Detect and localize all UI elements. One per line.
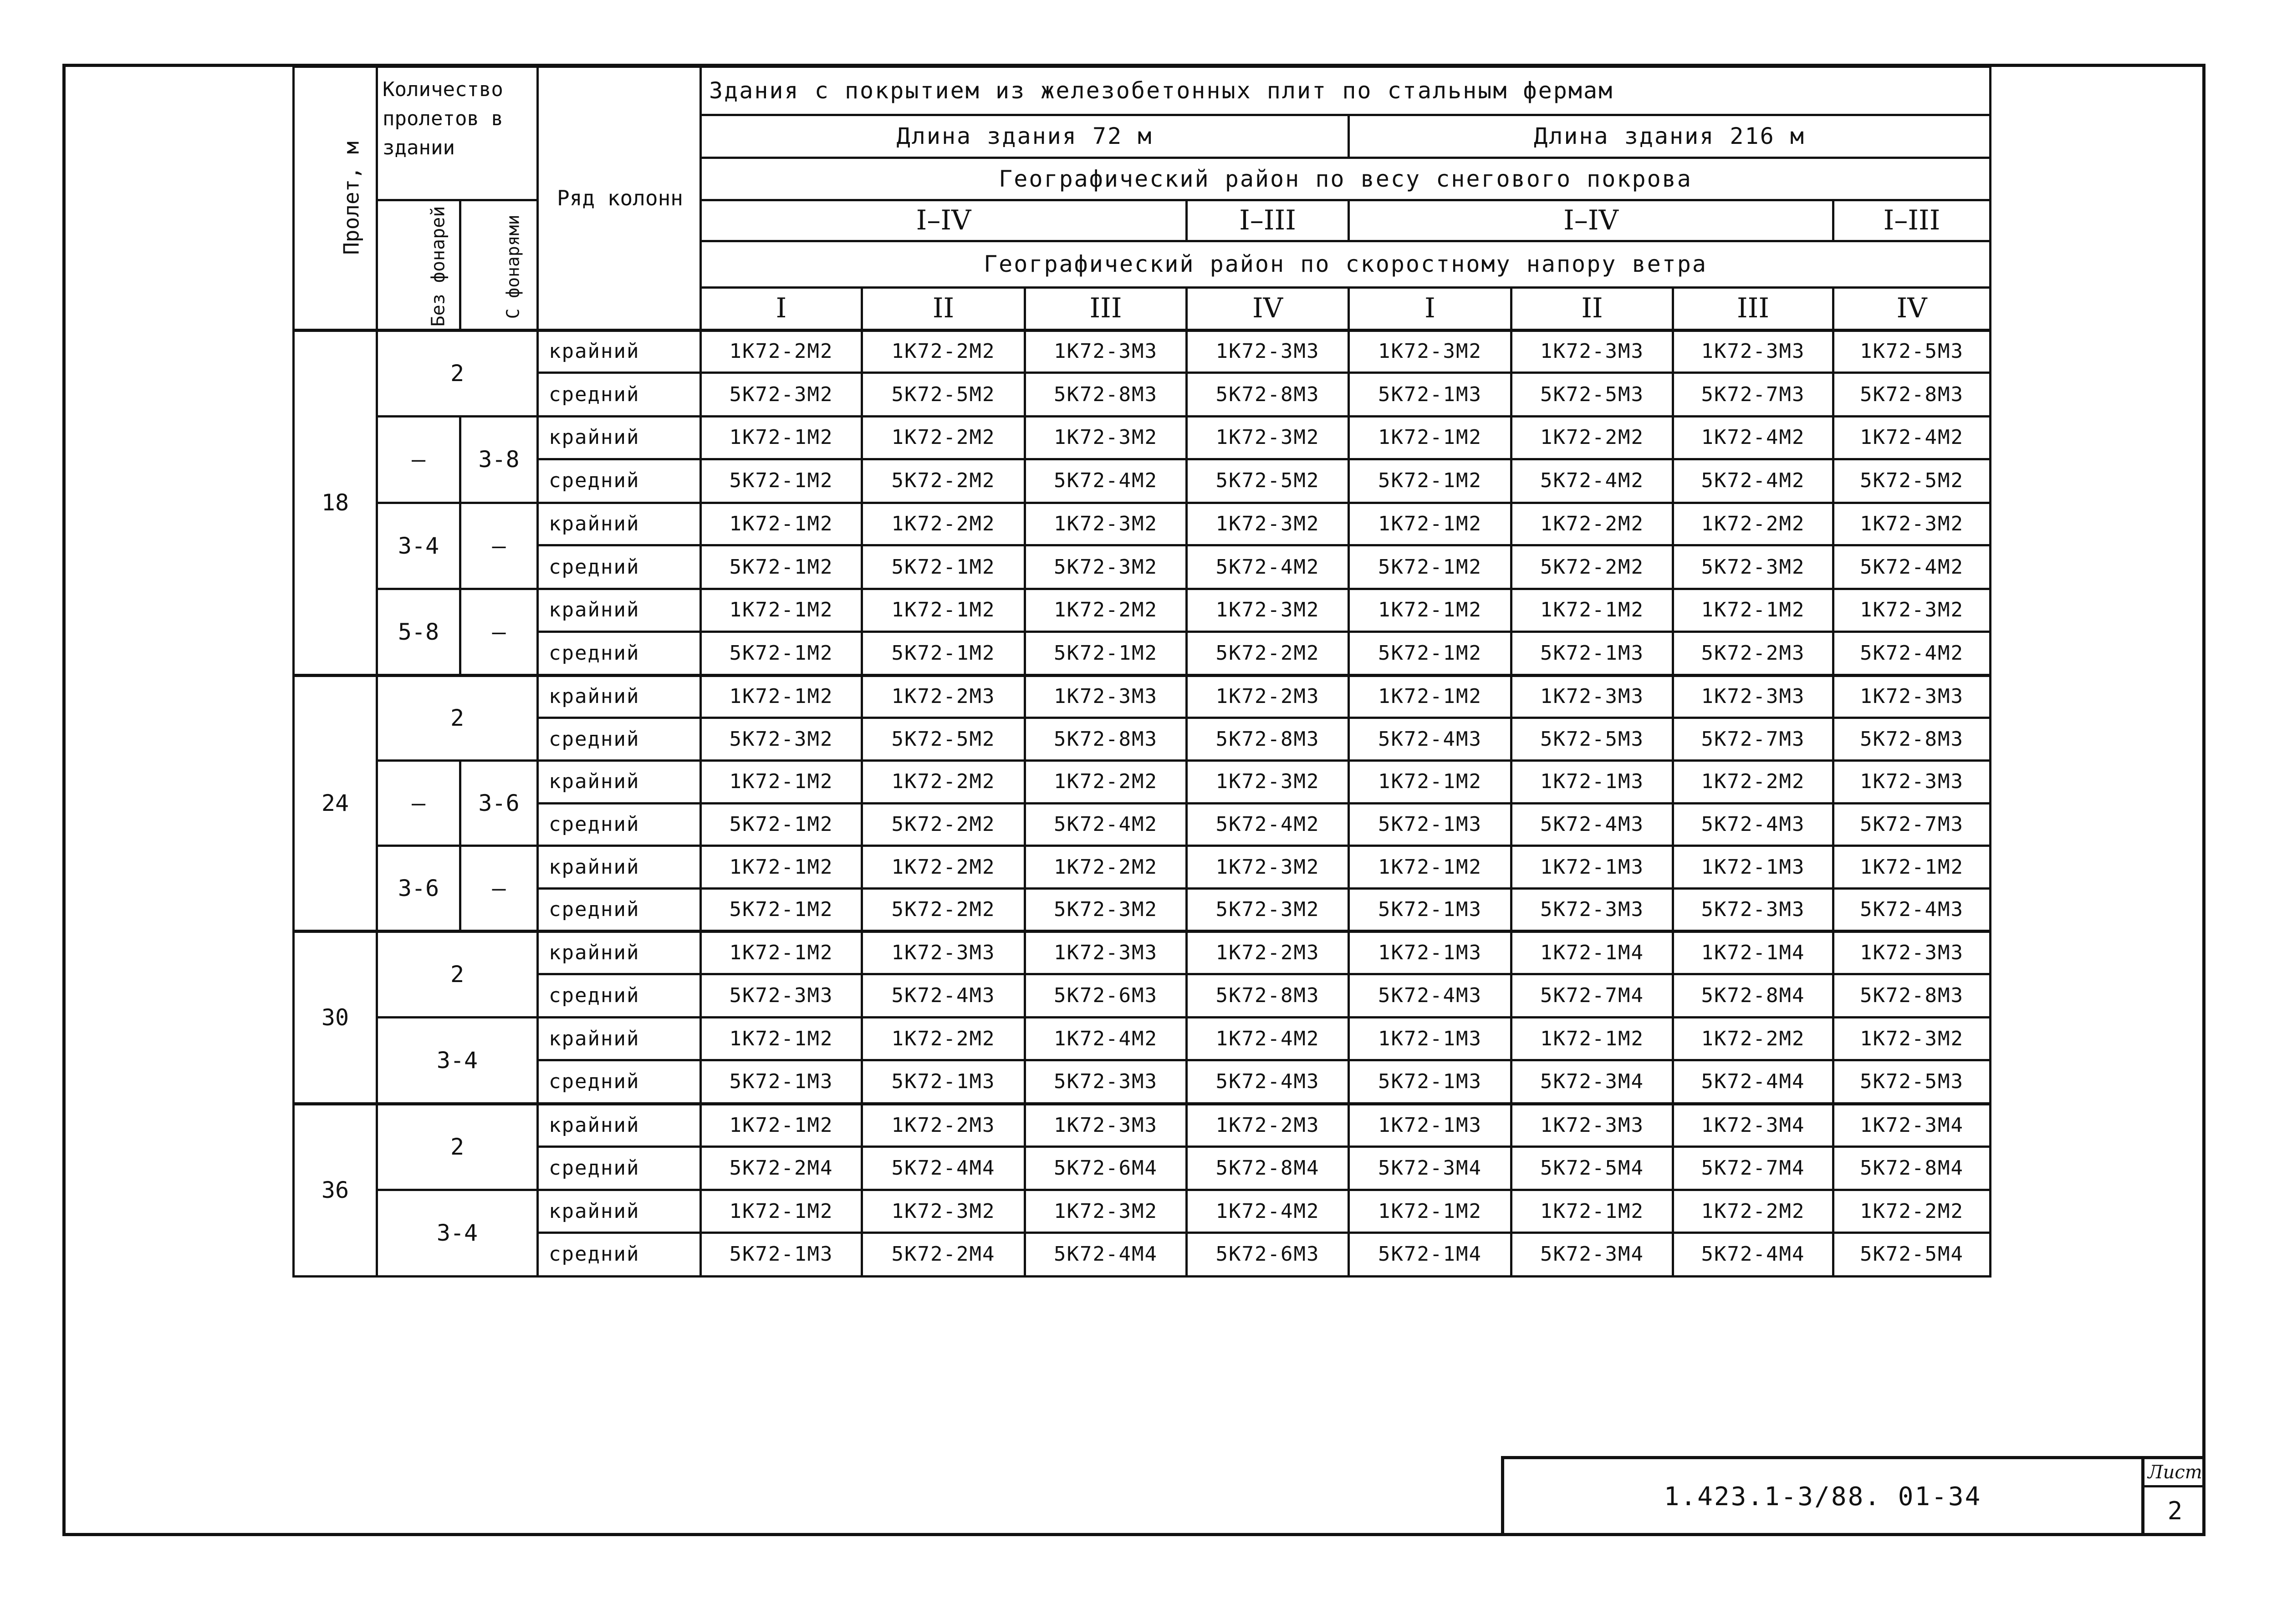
column-mark-cell: 5К72-4М2: [1833, 545, 1991, 589]
column-mark-cell: 1К72-1М2: [1349, 417, 1511, 459]
column-mark-cell: 5К72-8М3: [1187, 974, 1349, 1018]
column-mark-cell: 1К72-2М2: [1511, 503, 1673, 545]
column-mark-cell: 1К72-2М2: [701, 330, 862, 373]
table-row: [294, 545, 1991, 589]
column-row-type: крайний: [538, 1018, 701, 1060]
column-mark-cell: 1К72-3М2: [1833, 1018, 1991, 1060]
table-row: [294, 803, 1991, 846]
column-mark-cell: 5К72-8М3: [1025, 718, 1187, 761]
column-mark-cell: 1К72-2М3: [862, 1104, 1025, 1146]
quantity-header: Количество пролетов в здании: [377, 67, 538, 200]
column-mark-cell: 1К72-1М3: [1673, 846, 1833, 889]
column-row-type: средний: [538, 803, 701, 846]
column-mark-cell: 1К72-2М2: [862, 846, 1025, 889]
length-216-header: Длина здания 216 м: [1349, 115, 1991, 158]
column-mark-cell: 5К72-4М2: [1025, 459, 1187, 503]
column-mark-cell: 1К72-1М2: [1511, 1018, 1673, 1060]
column-mark-cell: 1К72-1М2: [1511, 1190, 1673, 1233]
column-mark-cell: 1К72-2М2: [862, 330, 1025, 373]
column-row-type: средний: [538, 631, 701, 675]
wind-col-1: I: [701, 287, 862, 330]
column-mark-cell: 5К72-8М4: [1673, 974, 1833, 1018]
column-mark-cell: 1К72-4М2: [1833, 417, 1991, 459]
table-row: [294, 503, 1991, 545]
wind-col-6: II: [1511, 287, 1673, 330]
column-mark-cell: 1К72-1М2: [701, 503, 862, 545]
column-mark-cell: 5К72-4М4: [1673, 1060, 1833, 1104]
column-mark-cell: 5К72-8М3: [1833, 974, 1991, 1018]
sheet-box: [2141, 1456, 2206, 1534]
wind-col-2: II: [862, 287, 1025, 330]
column-mark-cell: 1К72-1М3: [1511, 761, 1673, 804]
column-mark-cell: 5К72-3М2: [701, 718, 862, 761]
column-mark-cell: 5К72-6М3: [1025, 974, 1187, 1018]
column-mark-cell: 5К72-7М4: [1511, 974, 1673, 1018]
column-mark-cell: 5К72-1М2: [1349, 631, 1511, 675]
column-row-type: крайний: [538, 503, 701, 545]
column-mark-cell: 1К72-3М3: [862, 931, 1025, 974]
column-mark-cell: 1К72-2М2: [1025, 846, 1187, 889]
column-row-type: крайний: [538, 761, 701, 804]
column-mark-cell: 5К72-5М3: [1511, 373, 1673, 417]
without-lanterns-text: Без фонарей: [428, 206, 449, 327]
with-lanterns-value: —: [460, 846, 538, 931]
column-mark-cell: 1К72-4М2: [1187, 1190, 1349, 1233]
column-mark-cell: 5К72-8М4: [1833, 1146, 1991, 1190]
column-mark-cell: 5К72-5М3: [1833, 1060, 1991, 1104]
table-title: Здания с покрытием из железобетонных плит по стальным фермам: [701, 67, 1991, 115]
span-header-text: Пролет, м: [339, 141, 364, 255]
column-mark-cell: 5К72-1М2: [701, 459, 862, 503]
table-row: [294, 631, 1991, 675]
without-lanterns-header: [377, 200, 460, 330]
column-mark-cell: 1К72-1М2: [701, 1018, 862, 1060]
column-mark-cell: 5К72-5М4: [1833, 1233, 1991, 1277]
with-lanterns-value: —: [460, 503, 538, 589]
table-row: [294, 974, 1991, 1018]
column-mark-cell: 5К72-8М3: [1025, 373, 1187, 417]
column-mark-cell: 5К72-3М4: [1511, 1233, 1673, 1277]
column-mark-cell: 5К72-4М3: [1187, 1060, 1349, 1104]
column-mark-cell: 1К72-2М2: [862, 1018, 1025, 1060]
column-mark-cell: 1К72-1М4: [1673, 931, 1833, 974]
span-count-value: 2: [377, 330, 538, 416]
wind-col-7: III: [1673, 287, 1833, 330]
column-row-type: крайний: [538, 1104, 701, 1146]
column-mark-cell: 5К72-1М3: [701, 1060, 862, 1104]
column-mark-cell: 5К72-1М2: [862, 545, 1025, 589]
wind-col-8: IV: [1833, 287, 1991, 330]
column-mark-cell: 5К72-4М4: [862, 1146, 1025, 1190]
column-marking-table: [292, 66, 1991, 1278]
with-lanterns-value: 3-8: [460, 417, 538, 503]
column-mark-cell: 1К72-1М2: [862, 589, 1025, 632]
column-mark-cell: 1К72-2М2: [862, 417, 1025, 459]
span-value: 30: [294, 931, 377, 1104]
column-mark-cell: 1К72-1М2: [1349, 761, 1511, 804]
column-mark-cell: 1К72-3М2: [1187, 761, 1349, 804]
column-mark-cell: 1К72-3М4: [1673, 1104, 1833, 1146]
column-row-type: средний: [538, 1060, 701, 1104]
column-mark-cell: 5К72-3М2: [701, 373, 862, 417]
with-lanterns-value: —: [460, 589, 538, 675]
column-mark-cell: 5К72-7М3: [1673, 718, 1833, 761]
column-mark-cell: 5К72-1М3: [1349, 889, 1511, 932]
column-row-type: крайний: [538, 417, 701, 459]
column-row-type: средний: [538, 974, 701, 1018]
column-row-type: средний: [538, 373, 701, 417]
table-row: [294, 589, 1991, 632]
column-mark-cell: 5К72-1М2: [1349, 459, 1511, 503]
snow-col-i-iii-b: I–III: [1833, 200, 1991, 241]
column-mark-cell: 1К72-2М3: [1187, 931, 1349, 974]
with-lanterns-value: 3-6: [460, 761, 538, 846]
column-row-type: крайний: [538, 330, 701, 373]
column-mark-cell: 5К72-6М3: [1187, 1233, 1349, 1277]
column-mark-cell: 1К72-3М2: [862, 1190, 1025, 1233]
column-mark-cell: 5К72-7М4: [1673, 1146, 1833, 1190]
column-mark-cell: 1К72-2М2: [1673, 761, 1833, 804]
column-mark-cell: 5К72-5М2: [1187, 459, 1349, 503]
column-mark-cell: 1К72-2М3: [862, 675, 1025, 718]
wind-col-3: III: [1025, 287, 1187, 330]
column-mark-cell: 5К72-2М2: [862, 459, 1025, 503]
table-row: [294, 330, 1991, 373]
column-row-type: средний: [538, 545, 701, 589]
column-mark-cell: 1К72-3М2: [1187, 846, 1349, 889]
span-count-value: 2: [377, 675, 538, 760]
column-mark-cell: 1К72-2М2: [862, 503, 1025, 545]
table-row: [294, 1146, 1991, 1190]
column-mark-cell: 1К72-1М2: [1833, 846, 1991, 889]
span-count-value: 2: [377, 1104, 538, 1190]
column-mark-cell: 5К72-3М2: [1025, 545, 1187, 589]
column-mark-cell: 1К72-2М2: [1673, 1018, 1833, 1060]
column-row-type: средний: [538, 1233, 701, 1277]
table-row: [294, 1233, 1991, 1277]
column-mark-cell: 5К72-4М2: [1025, 803, 1187, 846]
table-row: [294, 846, 1991, 889]
column-mark-cell: 5К72-8М3: [1833, 373, 1991, 417]
without-lanterns-value: —: [377, 761, 460, 846]
with-lanterns-header: [460, 200, 538, 330]
span-count-value: 3-4: [377, 1190, 538, 1277]
table-row: [294, 1190, 1991, 1233]
column-mark-cell: 1К72-3М2: [1187, 589, 1349, 632]
column-mark-cell: 5К72-4М3: [1349, 974, 1511, 1018]
column-mark-cell: 5К72-4М3: [1833, 889, 1991, 932]
column-row-type: крайний: [538, 589, 701, 632]
sheet-label: Лист: [2144, 1459, 2206, 1487]
column-mark-cell: 5К72-1М2: [701, 545, 862, 589]
table-row: [294, 718, 1991, 761]
snow-col-i-iv-b: I–IV: [1349, 200, 1833, 241]
column-mark-cell: 1К72-1М3: [1349, 1104, 1511, 1146]
column-mark-cell: 1К72-3М3: [1025, 931, 1187, 974]
column-mark-cell: 1К72-1М2: [701, 1104, 862, 1146]
with-lanterns-text: С фонарями: [503, 214, 523, 319]
column-mark-cell: 5К72-1М3: [1349, 1060, 1511, 1104]
column-mark-cell: 5К72-3М2: [1673, 545, 1833, 589]
column-mark-cell: 1К72-3М3: [1025, 330, 1187, 373]
snow-col-i-iii-a: I–III: [1187, 200, 1349, 241]
column-mark-cell: 5К72-1М2: [862, 631, 1025, 675]
column-mark-cell: 5К72-4М2: [1187, 545, 1349, 589]
column-mark-cell: 1К72-1М2: [701, 931, 862, 974]
column-row-type: средний: [538, 459, 701, 503]
table-row: [294, 1060, 1991, 1104]
column-mark-cell: 5К72-3М2: [1025, 889, 1187, 932]
column-mark-cell: 1К72-3М3: [1025, 1104, 1187, 1146]
column-mark-cell: 1К72-1М3: [1349, 931, 1511, 974]
column-mark-cell: 5К72-2М2: [862, 889, 1025, 932]
column-mark-cell: 1К72-1М2: [1349, 1190, 1511, 1233]
column-mark-cell: 5К72-1М3: [1511, 631, 1673, 675]
column-mark-cell: 5К72-8М3: [1833, 718, 1991, 761]
column-row-type: крайний: [538, 675, 701, 718]
column-mark-cell: 5К72-3М3: [1673, 889, 1833, 932]
column-mark-cell: 1К72-3М2: [1187, 417, 1349, 459]
table-row: [294, 1018, 1991, 1060]
table-row: [294, 931, 1991, 974]
sheet-number: 2: [2167, 1497, 2183, 1525]
without-lanterns-value: 5-8: [377, 589, 460, 675]
table-row: [294, 459, 1991, 503]
column-mark-cell: 1К72-5М3: [1833, 330, 1991, 373]
column-row-type: средний: [538, 889, 701, 932]
column-mark-cell: 5К72-2М3: [1673, 631, 1833, 675]
table-row: [294, 1104, 1991, 1146]
length-72-header: Длина здания 72 м: [701, 115, 1349, 158]
column-mark-cell: 1К72-3М2: [1349, 330, 1511, 373]
column-mark-cell: 1К72-3М2: [1833, 503, 1991, 545]
column-mark-cell: 1К72-2М2: [862, 761, 1025, 804]
column-mark-cell: 5К72-7М3: [1833, 803, 1991, 846]
column-mark-cell: 1К72-1М2: [1349, 503, 1511, 545]
column-mark-cell: 1К72-1М2: [701, 589, 862, 632]
table-row: [294, 417, 1991, 459]
column-mark-cell: 5К72-3М4: [1349, 1146, 1511, 1190]
column-mark-cell: 5К72-5М2: [1833, 459, 1991, 503]
column-mark-cell: 5К72-4М4: [1673, 1233, 1833, 1277]
column-mark-cell: 1К72-3М3: [1511, 330, 1673, 373]
column-mark-cell: 1К72-3М3: [1187, 330, 1349, 373]
column-mark-cell: 5К72-1М3: [701, 1233, 862, 1277]
column-mark-cell: 5К72-6М4: [1025, 1146, 1187, 1190]
column-mark-cell: 1К72-3М3: [1833, 931, 1991, 974]
column-mark-cell: 1К72-3М2: [1187, 503, 1349, 545]
column-mark-cell: 1К72-1М2: [1349, 846, 1511, 889]
column-mark-cell: 1К72-1М2: [701, 417, 862, 459]
table-row: [294, 889, 1991, 932]
column-mark-cell: 5К72-1М4: [1349, 1233, 1511, 1277]
column-mark-cell: 1К72-3М4: [1833, 1104, 1991, 1146]
column-mark-cell: 1К72-4М2: [1025, 1018, 1187, 1060]
column-mark-cell: 5К72-1М3: [1349, 803, 1511, 846]
row-header: Ряд колонн: [538, 67, 701, 331]
column-mark-cell: 1К72-1М2: [701, 761, 862, 804]
column-mark-cell: 1К72-3М3: [1673, 330, 1833, 373]
column-mark-cell: 5К72-5М2: [862, 373, 1025, 417]
column-mark-cell: 1К72-2М2: [1025, 589, 1187, 632]
snow-region-header: Географический район по весу снегового покрова: [701, 158, 1991, 200]
column-mark-cell: 1К72-3М3: [1511, 675, 1673, 718]
wind-col-4: IV: [1187, 287, 1349, 330]
span-count-value: 3-4: [377, 1018, 538, 1104]
column-mark-cell: 1К72-3М3: [1511, 1104, 1673, 1146]
column-mark-cell: 5К72-4М3: [1349, 718, 1511, 761]
without-lanterns-value: 3-4: [377, 503, 460, 589]
document-code: 1.423.1-3/88. 01-34: [1501, 1456, 2141, 1534]
column-mark-cell: 1К72-2М2: [1673, 503, 1833, 545]
column-mark-cell: 5К72-2М4: [701, 1146, 862, 1190]
column-mark-cell: 5К72-1М3: [862, 1060, 1025, 1104]
column-mark-cell: 5К72-8М3: [1187, 373, 1349, 417]
column-mark-cell: 5К72-3М2: [1187, 889, 1349, 932]
column-mark-cell: 1К72-3М3: [1673, 675, 1833, 718]
column-mark-cell: 5К72-3М4: [1511, 1060, 1673, 1104]
column-mark-cell: 5К72-4М2: [1833, 631, 1991, 675]
column-mark-cell: 5К72-2М2: [1511, 545, 1673, 589]
column-mark-cell: 5К72-5М2: [862, 718, 1025, 761]
column-mark-cell: 1К72-1М2: [1349, 589, 1511, 632]
span-count-value: 2: [377, 931, 538, 1017]
column-row-type: крайний: [538, 931, 701, 974]
column-mark-cell: 1К72-1М4: [1511, 931, 1673, 974]
column-mark-cell: 5К72-1М2: [701, 631, 862, 675]
column-mark-cell: 1К72-1М2: [1349, 675, 1511, 718]
column-mark-cell: 5К72-4М4: [1025, 1233, 1187, 1277]
span-header: [294, 67, 377, 331]
column-mark-cell: 1К72-3М3: [1833, 761, 1991, 804]
column-mark-cell: 5К72-1М2: [701, 889, 862, 932]
column-mark-cell: 1К72-3М2: [1025, 417, 1187, 459]
column-mark-cell: 1К72-1М2: [1673, 589, 1833, 632]
column-mark-cell: 5К72-1М2: [701, 803, 862, 846]
column-mark-cell: 1К72-2М2: [1511, 417, 1673, 459]
column-mark-cell: 1К72-2М2: [1673, 1190, 1833, 1233]
column-mark-cell: 5К72-4М2: [1511, 459, 1673, 503]
without-lanterns-value: 3-6: [377, 846, 460, 931]
column-mark-cell: 1К72-2М3: [1187, 675, 1349, 718]
column-mark-cell: 1К72-3М3: [1833, 675, 1991, 718]
table-row: [294, 761, 1991, 804]
column-mark-cell: 5К72-3М3: [1025, 1060, 1187, 1104]
column-mark-cell: 5К72-5М3: [1511, 718, 1673, 761]
column-mark-cell: 1К72-3М2: [1025, 1190, 1187, 1233]
column-mark-cell: 5К72-4М2: [1187, 803, 1349, 846]
column-mark-cell: 1К72-1М3: [1511, 846, 1673, 889]
span-value: 18: [294, 330, 377, 675]
column-mark-cell: 1К72-4М2: [1187, 1018, 1349, 1060]
column-mark-cell: 1К72-1М2: [701, 675, 862, 718]
column-mark-cell: 5К72-2М2: [862, 803, 1025, 846]
column-mark-cell: 1К72-3М2: [1025, 503, 1187, 545]
column-mark-cell: 5К72-4М3: [1673, 803, 1833, 846]
column-mark-cell: 5К72-4М2: [1673, 459, 1833, 503]
column-mark-cell: 1К72-2М3: [1187, 1104, 1349, 1146]
column-mark-cell: 5К72-3М3: [701, 974, 862, 1018]
column-row-type: крайний: [538, 846, 701, 889]
column-mark-cell: 5К72-8М3: [1187, 718, 1349, 761]
wind-col-5: I: [1349, 287, 1511, 330]
column-mark-cell: 5К72-2М4: [862, 1233, 1025, 1277]
column-mark-cell: 1К72-1М2: [701, 1190, 862, 1233]
column-mark-cell: 5К72-5М4: [1511, 1146, 1673, 1190]
column-mark-cell: 5К72-7М3: [1673, 373, 1833, 417]
column-mark-cell: 5К72-4М3: [1511, 803, 1673, 846]
span-value: 24: [294, 675, 377, 931]
wind-region-header: Географический район по скоростному напору ветра: [701, 241, 1991, 288]
column-mark-cell: 5К72-1М3: [1349, 373, 1511, 417]
column-row-type: средний: [538, 718, 701, 761]
column-mark-cell: 5К72-1М2: [1349, 545, 1511, 589]
column-mark-cell: 1К72-3М2: [1833, 589, 1991, 632]
column-mark-cell: 5К72-8М4: [1187, 1146, 1349, 1190]
snow-col-i-iv-a: I–IV: [701, 200, 1187, 241]
column-mark-cell: 1К72-1М2: [701, 846, 862, 889]
table-row: [294, 675, 1991, 718]
column-row-type: средний: [538, 1146, 701, 1190]
column-mark-cell: 5К72-2М2: [1187, 631, 1349, 675]
column-row-type: крайний: [538, 1190, 701, 1233]
table-row: [294, 373, 1991, 417]
column-mark-cell: 5К72-4М3: [862, 974, 1025, 1018]
column-mark-cell: 1К72-1М3: [1349, 1018, 1511, 1060]
column-mark-cell: 1К72-4М2: [1673, 417, 1833, 459]
column-mark-cell: 1К72-1М2: [1511, 589, 1673, 632]
column-mark-cell: 1К72-3М3: [1025, 675, 1187, 718]
column-mark-cell: 5К72-3М3: [1511, 889, 1673, 932]
column-mark-cell: 5К72-1М2: [1025, 631, 1187, 675]
column-mark-cell: 1К72-2М2: [1025, 761, 1187, 804]
without-lanterns-value: —: [377, 417, 460, 503]
column-mark-cell: 1К72-2М2: [1833, 1190, 1991, 1233]
span-value: 36: [294, 1104, 377, 1276]
